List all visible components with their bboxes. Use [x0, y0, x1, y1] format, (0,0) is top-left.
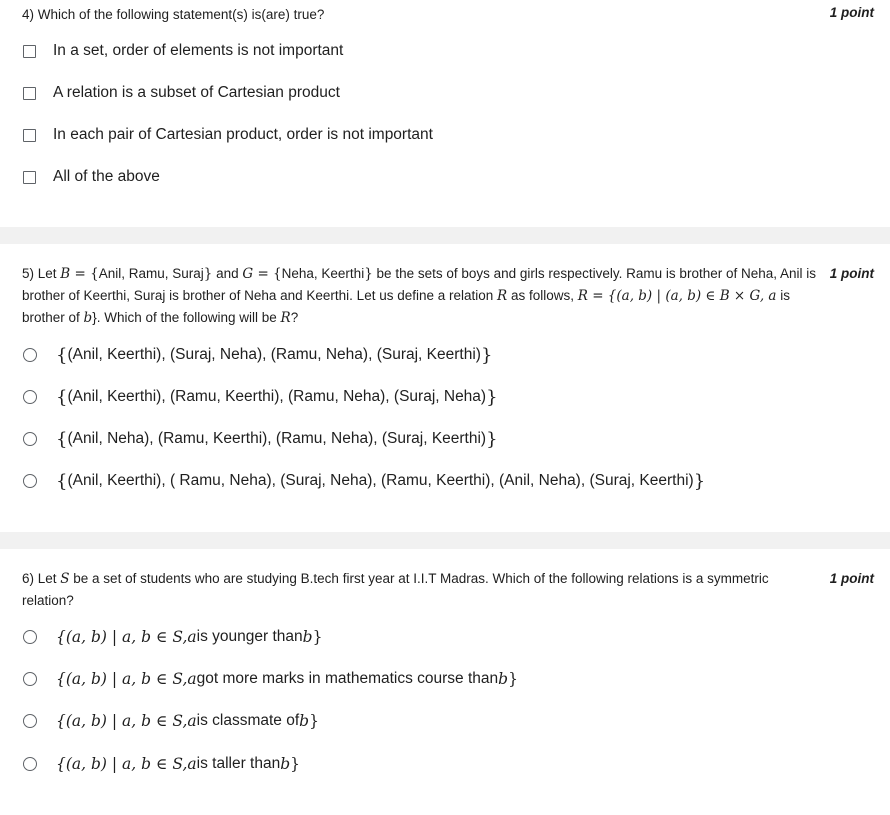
q5-math-g: G — [242, 266, 254, 282]
q6-math-b: b — [302, 628, 313, 646]
q6-math-a: a — [187, 755, 197, 773]
radio-icon[interactable] — [23, 348, 37, 362]
q5-text-part: is brother of — [22, 288, 790, 325]
q5-math-b-var: b — [83, 310, 93, 326]
q5-option-1-label: (Anil, Keerthi), (Suraj, Neha), (Ramu, Neha), (Suraj, Keerthi) — [67, 346, 481, 363]
q6-option-2-label: got more marks in mathematics course than — [196, 670, 499, 687]
checkbox-icon[interactable] — [23, 87, 36, 100]
q6-option-3-label: is classmate of — [196, 712, 300, 729]
q5-relation-def: = {(a, b) | (a, b) ∈ B × G, a — [587, 288, 777, 304]
question-6-card — [0, 549, 890, 815]
question-5-points: 1 point — [829, 266, 874, 281]
brace-close: } — [312, 628, 323, 646]
q6-option-4-label: is taller than — [196, 755, 281, 772]
question-5-card — [0, 244, 890, 532]
radio-icon[interactable] — [23, 672, 37, 686]
q4-option-1-label: In a set, order of elements is not important — [53, 42, 344, 59]
brace-open: { — [56, 428, 68, 450]
q5-option-2-label: (Anil, Keerthi), (Ramu, Keerthi), (Ramu, Neha), (Suraj, Neha) — [67, 388, 487, 405]
radio-icon[interactable] — [23, 390, 37, 404]
question-4-text: 4) Which of the following statement(s) is(are) true? — [22, 7, 325, 22]
q6-math-a: a — [187, 670, 197, 688]
radio-icon[interactable] — [23, 432, 37, 446]
q6-option-1-label: is younger than — [196, 628, 303, 645]
q5-option-3[interactable] — [22, 427, 498, 451]
q6-option-2[interactable] — [22, 667, 518, 691]
q5-text-part: ? — [290, 310, 299, 325]
question-6-text — [22, 568, 817, 611]
radio-icon[interactable] — [23, 630, 37, 644]
q6-text-part: be a set of students who are studying B.tech first year at I.I.T Madras. Which of the following relations is a symmetric relation? — [22, 571, 769, 608]
q5-option-4-label: (Anil, Keerthi), ( Ramu, Neha), (Suraj, Neha), (Ramu, Keerthi), (Anil, Neha), (Suraj, Keerthi) — [67, 472, 694, 489]
brace-close: } — [508, 670, 518, 688]
q5-math-r: R — [577, 288, 588, 304]
q5-option-4[interactable] — [22, 469, 705, 493]
q4-option-4[interactable] — [22, 165, 160, 189]
question-4-points: 1 point — [829, 5, 874, 20]
q5-set-girls: Neha, Keerthi — [281, 266, 365, 281]
q5-text-part: be the sets of boys and girls respectively. Ramu is brother of Neha, Anil is brother of Keerthi, Suraj is brother of Neha and Keerthi. Let us define a relation — [22, 266, 817, 303]
q6-math-b: b — [498, 670, 509, 688]
q6-option-4[interactable] — [22, 752, 300, 776]
q6-math-b: b — [280, 755, 291, 773]
brace-open: { — [56, 470, 68, 492]
q5-option-1[interactable] — [22, 343, 492, 367]
question-4-card — [0, 0, 890, 227]
brace-open: { — [56, 386, 68, 408]
q6-set-prefix: {(a, b) | a, b ∈ S, — [56, 712, 188, 730]
q5-math-close: } — [203, 266, 213, 282]
q5-set-boys: Anil, Ramu, Suraj — [98, 266, 204, 281]
radio-icon[interactable] — [23, 474, 37, 488]
brace-close: } — [486, 386, 498, 408]
brace-close: } — [480, 344, 493, 366]
q5-math-r: R — [280, 310, 291, 326]
q5-math-eq: = { — [253, 266, 282, 282]
checkbox-icon[interactable] — [23, 45, 36, 58]
q5-text-part: as follows, — [507, 288, 578, 303]
q6-math-s: S — [60, 571, 70, 587]
q5-option-2[interactable] — [22, 385, 498, 409]
q5-text-part: and — [212, 266, 243, 281]
q5-math-r: R — [497, 288, 508, 304]
q6-math-a: a — [187, 628, 197, 646]
radio-icon[interactable] — [23, 757, 37, 771]
q6-option-1[interactable] — [22, 625, 322, 649]
radio-icon[interactable] — [23, 714, 37, 728]
q6-set-prefix: {(a, b) | a, b ∈ S, — [56, 755, 188, 773]
question-6-points: 1 point — [829, 571, 874, 586]
q5-text-part: }. Which of the following will be — [92, 310, 281, 325]
q4-option-1[interactable] — [22, 39, 343, 63]
q4-option-3-label: In each pair of Cartesian product, order is not important — [53, 126, 433, 143]
brace-close: } — [693, 470, 706, 492]
q5-text-part: 5) Let — [22, 266, 61, 281]
q4-option-3[interactable] — [22, 123, 433, 147]
checkbox-icon[interactable] — [23, 171, 36, 184]
q4-option-4-label: All of the above — [53, 168, 160, 185]
q5-math-eq: = { — [70, 266, 99, 282]
q6-math-a: a — [187, 712, 197, 730]
brace-open: { — [56, 344, 68, 366]
checkbox-icon[interactable] — [23, 129, 36, 142]
q6-math-b: b — [299, 712, 310, 730]
q5-option-3-label: (Anil, Neha), (Ramu, Keerthi), (Ramu, Neha), (Suraj, Keerthi) — [67, 430, 487, 447]
brace-close: } — [486, 428, 498, 450]
q5-math-b: B — [60, 266, 71, 282]
q6-option-3[interactable] — [22, 709, 319, 733]
brace-close: } — [290, 755, 301, 773]
q6-set-prefix: {(a, b) | a, b ∈ S, — [56, 628, 188, 646]
question-5-text — [22, 263, 822, 329]
q4-option-2[interactable] — [22, 81, 340, 105]
q5-math-close: } — [364, 266, 373, 282]
q4-option-2-label: A relation is a subset of Cartesian product — [53, 84, 340, 101]
q6-set-prefix: {(a, b) | a, b ∈ S, — [56, 670, 188, 688]
brace-close: } — [309, 712, 319, 730]
q6-text-part: 6) Let — [22, 571, 61, 586]
